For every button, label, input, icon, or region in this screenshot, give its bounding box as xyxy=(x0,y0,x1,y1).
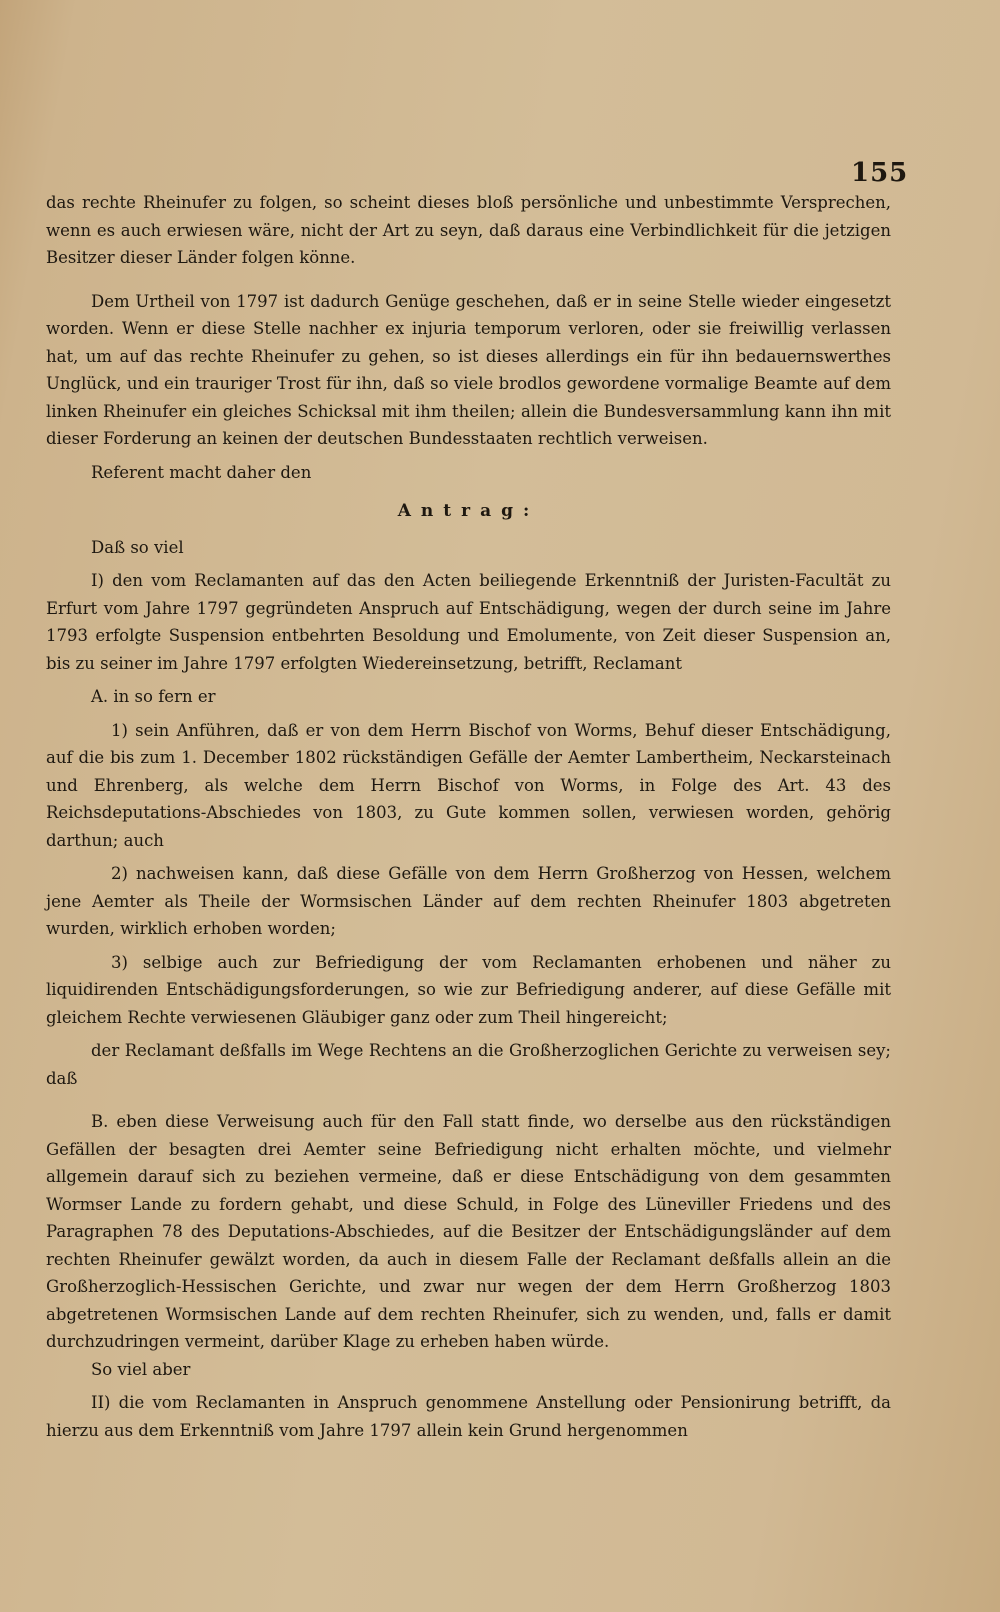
paragraph-continuation: das rechte Rheinufer zu folgen, so scheint dieses bloß persönliche und unbestimmte Versprechen, wenn es auch erwiesen wäre, nicht der Art zu seyn, daß daraus eine Verbindlichkeit für die jetzigen Besitzer dieser Länder folgen könne. xyxy=(46,193,891,267)
body-text xyxy=(46,189,891,1444)
paragraph-dass-so-viel: Daß so viel xyxy=(91,537,184,557)
paragraph-reclamant-verweisen: der Reclamant deßfalls im Wege Rechtens an die Großherzoglichen Gerichte zu verweisen sey; daß xyxy=(46,1041,891,1088)
paragraph-item-3: 3) selbige auch zur Befriedigung der vom Reclamanten erhobenen und näher zu liquidirenden Entschädigungsforderungen, so wie zur Befriedigung anderer, auf diese Gefälle mit gleichem Rechte verwiesenen Gläubiger ganz oder zum Theil hingereicht; xyxy=(46,952,891,1027)
paragraph-item-1: 1) sein Anführen, daß er von dem Herrn Bischof von Worms, Behuf dieser Entschädigung, auf die bis zum 1. December 1802 rückständigen Gefälle der Aemter Lambertheim, Neckarsteinach und Ehrenberg, als welche dem Herrn Bischof von Worms, in Folge des Art. 43 des Reichsdeputations-Abschiedes von 1803, zu Gute kommen sollen, verwiesen worden, gehörig darthun; auch xyxy=(46,720,891,850)
paragraph-item-2: 2) nachweisen kann, daß diese Gefälle von dem Herrn Großherzog von Hessen, welchem jene Aemter als Theile der Wormsischen Länder auf dem rechten Rheinufer 1803 abgetreten wurden, wirklich erhoben worden; xyxy=(46,864,891,938)
paragraph-section-II: II) die vom Reclamanten in Anspruch genommene Anstellung oder Pensionirung betrifft, da hierzu aus dem Erkenntniß vom Jahre 1797 allein kein Grund hergenommen xyxy=(46,1393,891,1440)
paragraph-referent: Referent macht daher den xyxy=(91,462,312,482)
paragraph-A: A. in so fern er xyxy=(91,687,216,706)
paragraph-so-viel-aber: So viel aber xyxy=(91,1359,191,1379)
paragraph-section-I: I) den vom Reclamanten auf das den Acten beiliegende Erkenntniß der Juristen-Facultät zu Erfurt vom Jahre 1797 gegründeten Anspruch auf Entschädigung, wegen der durch seine im Jahre 1793 erfolgte Suspension entbehrten Besoldung und Emolumente, von Zeit dieser Suspension an, bis zu seiner im Jahre 1797 erfolgten Wiedereinsetzung, betrifft, Reclamant xyxy=(46,571,891,673)
paragraph-B: B. eben diese Verweisung auch für den Fall statt finde, wo derselbe aus den rückständigen Gefällen der besagten drei Aemter seine Befriedigung nicht erhalten möchte, und vielmehr allgemein darauf sich zu beziehen vermeine, daß er diese Entschädigung von dem gesammten Wormser Lande zu fordern gehabt, und diese Schuld, in Folge des Lüneviller Friedens und des Paragraphen 78 des Deputations-Abschiedes, auf die Besitzer der Entschädigungsländer auf dem rechten Rheinufer gewälzt worden, da auch in diesem Falle der Reclamant deßfalls allein an die Großherzoglich-Hessischen Gerichte, und zwar nur wegen der dem Herrn Großherzog 1803 abgetretenen Wormsischen Lande auf dem rechten Rheinufer, sich zu wenden, und, falls er damit durchzudringen vermeint, darüber Klage zu erheben haben würde. xyxy=(46,1112,891,1351)
paragraph-judgement: Dem Urtheil von 1797 ist dadurch Genüge geschehen, daß er in seine Stelle wieder eingesetzt worden. Wenn er diese Stelle nachher ex injuria temporum verloren, oder sie freiwillig verlassen hat, um auf das rechte Rheinufer zu gehen, so ist dieses allerdings ein für ihn bedauernswerthes Unglück, und ein trauriger Trost für ihn, daß so viele brodlos gewordene vormalige Beamte auf dem linken Rheinufer ein gleiches Schicksal mit ihm theilen; allein die Bundesversammlung kann ihn mit dieser Forderung an keinen der deutschen Bundesstaaten rechtlich verweisen. xyxy=(46,291,891,448)
heading-antrag: Antrag: xyxy=(397,501,540,521)
page-number: 155 xyxy=(851,158,909,188)
